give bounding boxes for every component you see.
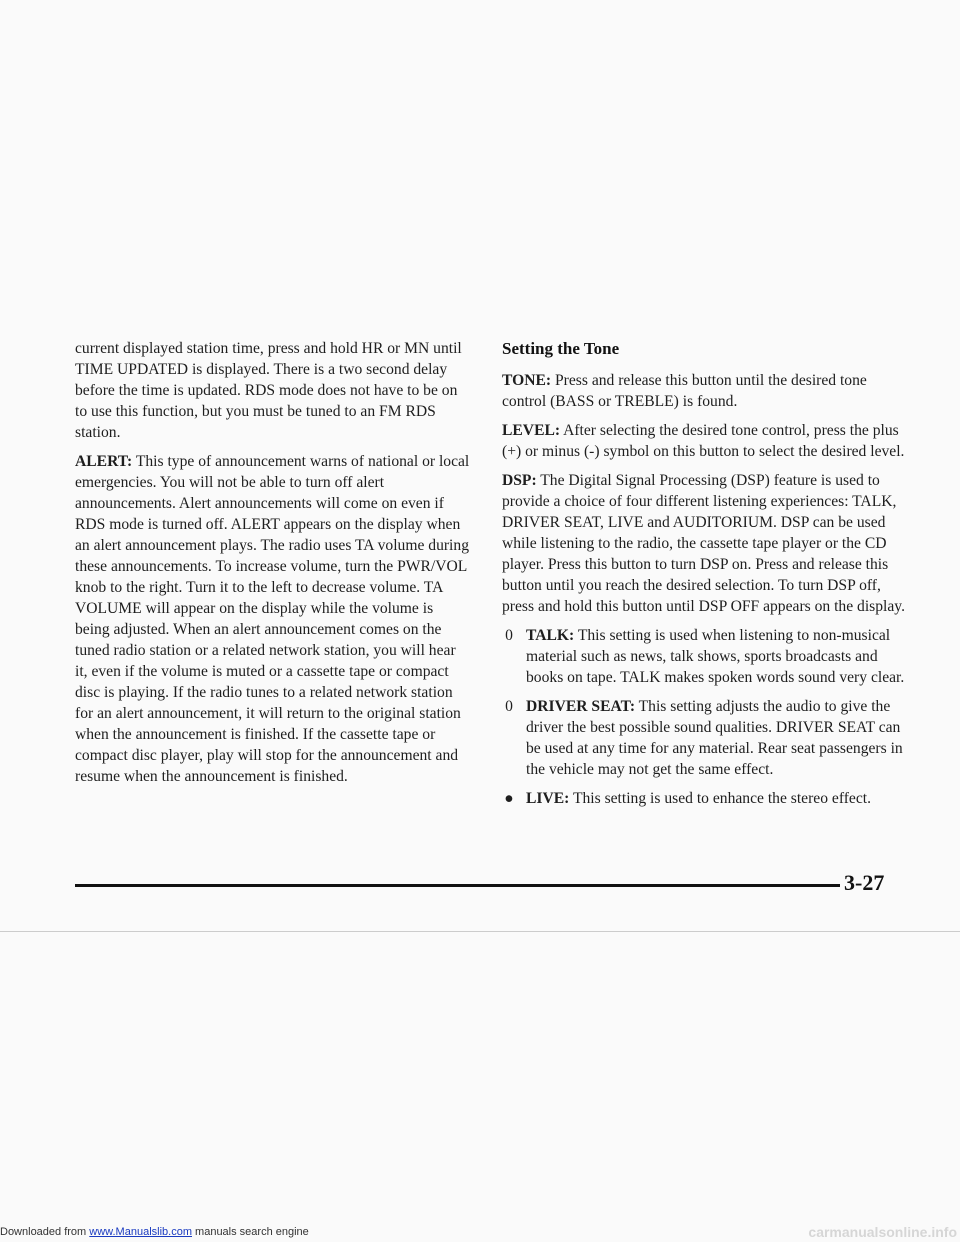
talk-text: This setting is used when listening to non-musical material such as news, talk shows, sports broadcasts and books on tape. TALK makes spoken words sound very clear. xyxy=(526,627,905,686)
watermark: carmanualsonline.info xyxy=(808,1224,957,1240)
level-text: After selecting the desired tone control, press the plus (+) or minus (-) symbol on this button to select the desired level. xyxy=(502,422,905,460)
scan-divider xyxy=(0,931,960,932)
time-update-paragraph: current displayed station time, press and hold HR or MN until TIME UPDATED is displayed. There is a two second delay before the time is updated. RDS mode does not have to be on to use this function, but you must be tuned to an FM RDS station. xyxy=(75,340,462,441)
talk-label: TALK: xyxy=(526,627,575,644)
list-item-live xyxy=(502,788,907,809)
live-label: LIVE: xyxy=(526,790,570,807)
bullet-icon: ● xyxy=(504,790,514,807)
alert-text: This type of announcement warns of national or local emergencies. You will not be able to turn off alert announcements. Alert announcements will come on even if RDS mode is turned off. ALERT appears on the display when an alert announcement plays. The radio uses TA volume during these announcements. To increase volume, turn the PWR/VOL knob to the right. Turn it to the left to decrease volume. TA VOLUME will appear on the display while the volume is being adjusted. When an alert announcement comes on the tuned radio station or a related network station, you will hear it, even if the volume is muted or a cassette tape or compact disc is playing. If the radio tunes to a related network station for an alert announcement, it will return to the original station when the announcement is finished. If the cassette tape or compact disc player, play will stop for the announcement and resume when the announcement is finished. xyxy=(75,453,470,785)
dsp-paragraph xyxy=(502,470,907,617)
footer-suffix: manuals search engine xyxy=(191,1226,309,1238)
manualslib-link[interactable]: www.Manualslib.com xyxy=(89,1226,192,1238)
section-heading: Setting the Tone xyxy=(502,339,620,358)
download-footer xyxy=(0,1226,309,1239)
alert-label: ALERT: xyxy=(75,453,133,470)
page-number: 3-27 xyxy=(844,870,885,895)
list-item-talk xyxy=(502,625,907,688)
dsp-options-list xyxy=(502,625,907,809)
level-label: LEVEL: xyxy=(502,422,561,439)
dsp-label: DSP: xyxy=(502,472,537,489)
dsp-text: The Digital Signal Processing (DSP) feature is used to provide a choice of four different listening experiences: TALK, DRIVER SEAT, LIVE and AUDITORIUM. DSP can be used while listening to the radio, the cassette tape player or the CD player. Press this button to turn DSP on. Press and release this button until you reach the desired selection. To turn DSP off, press and hold this button until DSP OFF appears on the display. xyxy=(502,472,905,615)
right-column xyxy=(502,338,907,817)
list-item-driver-seat xyxy=(502,696,907,780)
tone-text: Press and release this button until the desired tone control (BASS or TREBLE) is found. xyxy=(502,372,867,410)
bullet-icon: 0 xyxy=(505,698,513,715)
level-paragraph xyxy=(502,420,907,462)
tone-paragraph xyxy=(502,370,907,412)
left-column xyxy=(75,338,470,795)
footer-rule xyxy=(75,884,840,887)
footer-prefix: Downloaded from xyxy=(0,1226,90,1238)
bullet-icon: 0 xyxy=(505,627,513,644)
driver-seat-label: DRIVER SEAT: xyxy=(526,698,636,715)
tone-label: TONE: xyxy=(502,372,552,389)
alert-paragraph xyxy=(75,451,470,787)
driver-seat-text: This setting adjusts the audio to give the driver the best possible sound qualities. DRIVER SEAT can be used at any time for any material. Rear seat passengers in the vehicle may not get the same effect. xyxy=(526,698,903,778)
live-text: This setting is used to enhance the stereo effect. xyxy=(569,790,872,807)
